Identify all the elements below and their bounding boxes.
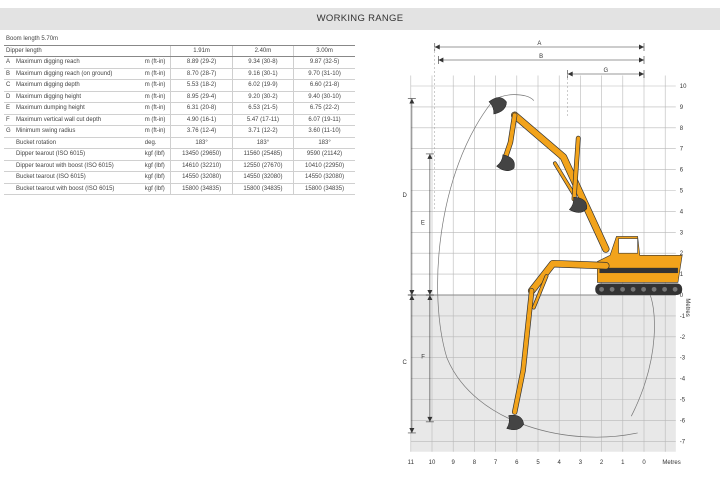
spec-label: Maximum digging reach [14,57,143,69]
spec-unit: m (ft-in) [143,57,171,69]
spec-value-1: 8.95 (29-4) [171,91,232,103]
spec-label: Minimum swing radius [14,126,143,138]
dim-b-label: B [539,54,544,60]
spec-unit: kgf (lbf) [143,183,171,195]
spec-code: E [4,103,14,115]
spec-value-2: 12550 (27670) [232,160,293,172]
spec-value-3: 9.87 (32-5) [294,57,355,69]
spec-value-2: 6.53 (21-5) [232,103,293,115]
boom-length-label: Boom length 5.70m [4,34,355,45]
spec-value-2: 6.02 (19-9) [232,80,293,92]
spec-row [4,68,355,80]
body-stripe [599,268,677,273]
y-tick-label: -3 [679,355,686,362]
y-tick-label: 8 [679,125,684,132]
spec-value-3: 6.60 (21-8) [294,80,355,92]
dim-g-label: G [603,68,609,74]
spec-value-1: 15800 (34835) [171,183,232,195]
spec-value-1: 5.53 (18-2) [171,80,232,92]
dim-g-arrow [639,72,644,77]
spec-row [4,172,355,184]
x-tick-label: 8 [472,459,477,466]
dim-f-label: F [421,354,425,361]
spec-unit: kgf (lbf) [143,160,171,172]
spec-value-1: 3.76 (12-4) [171,126,232,138]
spec-row [4,103,355,115]
spec-code: C [4,80,14,92]
dim-d-label: D [402,192,407,199]
x-tick-label: 1 [621,459,625,466]
spec-label: Bucket rotation [14,137,143,149]
y-tick-label: 7 [679,146,684,153]
x-tick-label: 3 [578,459,583,466]
upper-body [597,236,682,282]
spec-unit: m (ft-in) [143,80,171,92]
working-range-diagram [372,36,720,480]
spec-label: Maximum digging height [14,91,143,103]
y-tick-label: -6 [679,418,686,425]
x-tick-label: 4 [557,459,561,466]
x-axis-labels [408,460,681,466]
dim-b-arrow [639,58,644,63]
spec-label: Maximum vertical wall cut depth [14,114,143,126]
spec-value-2: 9.34 (30-8) [232,57,293,69]
spec-value-2: 5.47 (17-11) [232,114,293,126]
spec-value-3: 183° [294,137,355,149]
raised-bucket [496,154,517,174]
ground-shade [411,295,676,452]
track-roller [599,287,604,292]
track [595,284,682,295]
spec-code [4,172,14,184]
raised-boom [515,115,606,249]
spec-row [4,57,355,69]
spec-value-1: 14550 (32080) [171,172,232,184]
spec-row [4,137,355,149]
y-tick-label: 10 [679,84,687,90]
spec-code [4,137,14,149]
spec-label: Maximum digging depth [14,80,143,92]
x-tick-label: 11 [407,459,414,466]
spec-unit: m (ft-in) [143,126,171,138]
dipper-length-label: Dipper length [4,45,171,57]
raised-dipper [504,115,515,161]
spec-value-2: 14550 (32080) [232,172,293,184]
track-roller [652,287,657,292]
y-tick-label: -7 [679,439,686,446]
y-tick-label: -1 [679,313,686,320]
spec-row [4,126,355,138]
y-tick-label: 5 [679,188,684,195]
dim-e-arrow [427,290,432,295]
spec-value-3: 6.75 (22-2) [294,103,355,115]
spec-label: Maximum digging reach (on ground) [14,68,143,80]
dim-a-arrow [639,45,644,50]
spec-row [4,149,355,161]
boom-length-row [4,34,355,45]
spec-value-2: 9.16 (30-1) [232,68,293,80]
dipper-length-2: 2.40m [232,45,293,57]
spec-label: Maximum dumping height [14,103,143,115]
spec-unit: m (ft-in) [143,103,171,115]
y-tick-label: 9 [679,104,684,111]
x-tick-label: 6 [515,459,519,466]
spec-code: D [4,91,14,103]
spec-value-1: 8.89 (29-2) [171,57,232,69]
spec-label: Bucket tearout (ISO 6015) [14,172,143,184]
dim-g-arrow [568,72,573,77]
spec-row [4,183,355,195]
spec-row [4,160,355,172]
spec-label: Bucket tearout with boost (ISO 6015) [14,183,143,195]
y-tick-label: 1 [679,272,684,279]
y-tick-label: -2 [679,334,686,341]
cab-window [619,239,638,254]
spec-value-3: 9590 (21142) [294,149,355,161]
spec-label: Dipper tearout with boost (ISO 6015) [14,160,143,172]
spec-code [4,149,14,161]
dim-c-label: C [402,359,407,366]
spec-unit: m (ft-in) [143,114,171,126]
y-tick-label: 3 [679,230,684,237]
x-tick-label: 7 [493,459,498,466]
spec-value-3: 3.60 (11-10) [294,126,355,138]
spec-value-2: 15800 (34835) [232,183,293,195]
dim-a-label: A [537,41,542,47]
y-tick-label: 0 [679,293,684,299]
raised-bucket-top [487,94,509,115]
spec-value-1: 4.90 (16-1) [171,114,232,126]
x-tick-label: 0 [642,459,646,466]
spec-unit: m (ft-in) [143,91,171,103]
dim-e-label: E [420,220,425,227]
spec-value-2: 183° [232,137,293,149]
y-axis-labels [680,84,690,445]
track-roller [610,287,615,292]
spec-value-1: 183° [171,137,232,149]
y-tick-label: -4 [679,376,686,383]
spec-value-3: 9.70 (31-10) [294,68,355,80]
spec-value-1: 8.70 (28-7) [171,68,232,80]
x-tick-label: 2 [599,459,604,466]
x-tick-label: 9 [451,459,455,466]
spec-row [4,91,355,103]
dim-b-arrow [438,58,443,63]
y-tick-label: 6 [679,167,684,174]
spec-code [4,183,14,195]
spec-value-3: 15800 (34835) [294,183,355,195]
spec-code: A [4,57,14,69]
x-axis-unit: Metres [662,459,681,466]
x-tick-label: 5 [536,459,540,466]
y-tick-label: 4 [679,209,684,216]
track-roller [673,287,678,292]
x-tick-label: 10 [428,459,436,466]
working-range-svg [372,36,720,480]
spec-unit: m (ft-in) [143,68,171,80]
spec-value-3: 6.07 (19-11) [294,114,355,126]
track-roller [662,287,667,292]
spec-code: F [4,114,14,126]
spec-value-3: 14550 (32080) [294,172,355,184]
y-tick-label: -5 [679,397,686,404]
dipper-length-1: 1.91m [171,45,232,57]
y-tick-label: 2 [679,251,684,258]
below-ground-area [411,295,676,452]
y-axis-unit: Metres [683,298,690,317]
spec-unit: deg. [143,137,171,149]
raised-boom-outline [515,115,606,249]
spec-value-1: 14610 (32210) [171,160,232,172]
spec-table [4,34,355,195]
dim-a-arrow [435,45,440,50]
spec-code [4,160,14,172]
dim-d-arrow [409,99,414,104]
track-roller [620,287,625,292]
spec-value-1: 6.31 (20-8) [171,103,232,115]
track-roller [631,287,636,292]
track-roller [641,287,646,292]
spec-code: B [4,68,14,80]
spec-code: G [4,126,14,138]
raised-bucket-top-shape [487,94,509,115]
spec-value-2: 9.20 (30-2) [232,91,293,103]
spec-value-2: 3.71 (12-2) [232,126,293,138]
dim-e-arrow [427,154,432,159]
title-bar [0,8,720,30]
dipper-length-row [4,45,355,57]
spec-value-2: 11560 (25485) [232,149,293,161]
spec-value-3: 9.40 (30-10) [294,91,355,103]
dipper-length-3: 3.00m [294,45,355,57]
page-title: WORKING RANGE [316,13,404,24]
spec-value-3: 10410 (22950) [294,160,355,172]
spec-unit: kgf (lbf) [143,172,171,184]
dim-d-arrow [409,290,414,295]
spec-row [4,80,355,92]
spec-unit: kgf (lbf) [143,149,171,161]
spec-value-1: 13450 (29650) [171,149,232,161]
spec-label: Dipper tearout (ISO 6015) [14,149,143,161]
spec-row [4,114,355,126]
raised-bucket-shape [496,154,517,174]
